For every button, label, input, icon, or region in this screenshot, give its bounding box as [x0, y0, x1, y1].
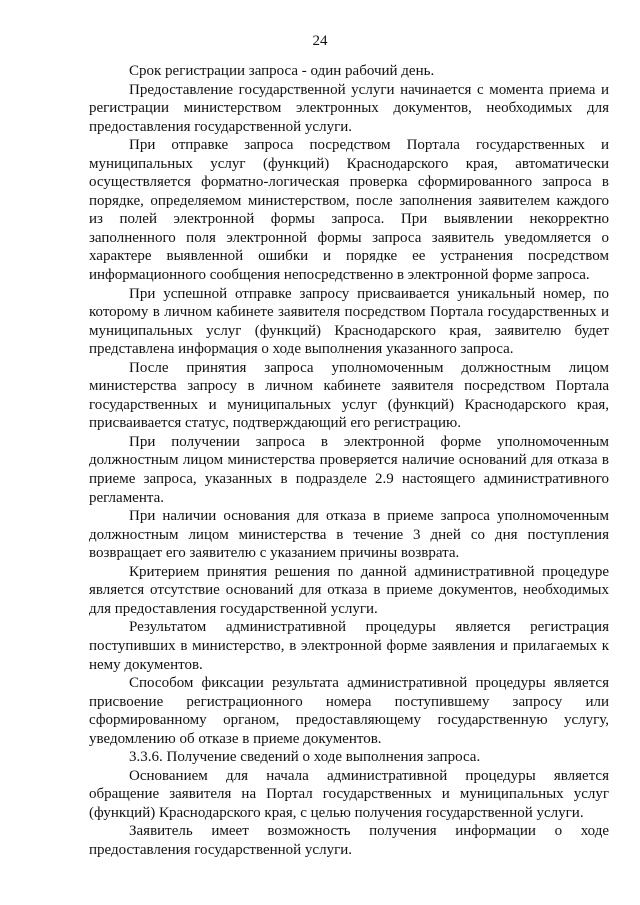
paragraph-refusal-check: При получении запроса в электронной форме уполномоченным должностным лицом министерства проверяется наличие оснований для отказа в приеме запроса, указанных в подразделе 2.9 настоящего административного регламента.	[89, 433, 609, 506]
paragraph-unique-number: При успешной отправке запросу присваивается уникальный номер, по которому в личном кабинете заявителя посредством Портала государственных и муниципальных услуг (функций) Краснодарского края, заявителю будет представлена информация о ходе выполнения указанного запроса.	[89, 285, 609, 358]
paragraph-registration-status: После принятия запроса уполномоченным должностным лицом министерства запросу в личном кабинете заявителя посредством Портала государственных и муниципальных услуг (функций) Краснодарского края, присваивается статус, подтверждающий его регистрацию.	[89, 359, 609, 432]
paragraph-decision-criterion: Критерием принятия решения по данной административной процедуре является отсутствие оснований для отказа в приеме документов, необходимых для предоставления государственной услуги.	[89, 563, 609, 617]
paragraph-refusal-return: При наличии основания для отказа в приеме запроса уполномоченным должностным лицом министерства в течение 3 дней со дня поступления возвращает его заявителю с указанием причины возврата.	[89, 508, 609, 562]
paragraph-registration-term: Срок регистрации запроса - один рабочий день.	[129, 63, 435, 79]
paragraph-applicant-information: Заявитель имеет возможность получения информации о ходе предоставления государственной услуги.	[89, 823, 609, 858]
section-heading-3-3-6: 3.3.6. Получение сведений о ходе выполнения запроса.	[129, 749, 481, 766]
paragraph-service-start: Предоставление государственной услуги начинается с момента приема и регистрации министерством электронных документов, необходимых для предоставления государственной услуги.	[89, 81, 609, 135]
paragraph-result-fixation: Способом фиксации результата административной процедуры является присвоение регистрационного номера поступившему запросу или сформированному органом, предоставляющему государственную услугу, уведомлению об отказе в приеме документов.	[89, 675, 609, 747]
paragraph-procedure-basis: Основанием для начала административной процедуры является обращение заявителя на Портал государственных и муниципальных услуг (функций) Краснодарского края, с целью получения государственной услуги.	[89, 767, 609, 821]
page-number: 24	[312, 33, 328, 49]
paragraph-format-check: При отправке запроса посредством Портала государственных и муниципальных услуг (функций) Краснодарского края, автоматически осуществляется форматно-логическая проверка сформированного запроса в порядке, определяемом министерством, после заполнения заявителем каждого из полей электронной формы запроса. При выявлении некорректно заполненного поля электронной формы запроса заявитель уведомляется о характере выявленной ошибки и порядке ее устранения посредством информационного сообщения непосредственно в электронной форме запроса.	[89, 137, 609, 284]
paragraph-procedure-result: Результатом административной процедуры является регистрация поступивших в министерство, в электронной форме заявления и прилагаемых к нему документов.	[89, 619, 609, 673]
document-body	[89, 62, 609, 860]
